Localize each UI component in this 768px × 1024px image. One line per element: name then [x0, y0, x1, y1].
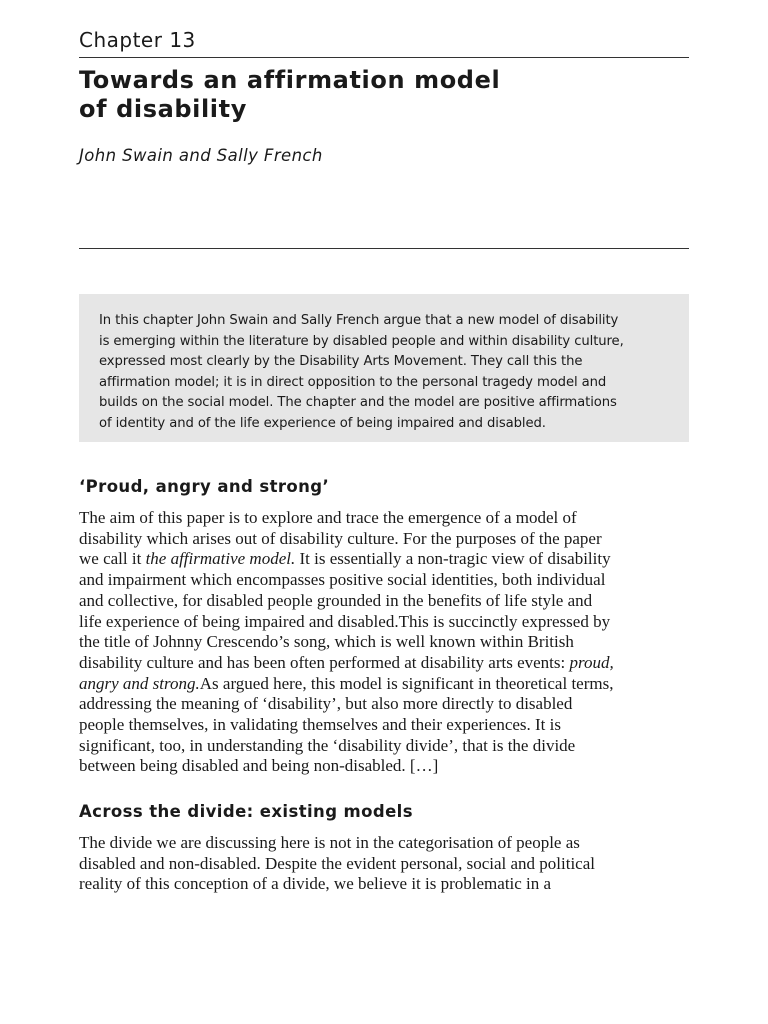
text-line: reality of this conception of a divide, we believe it is problematic in a [79, 874, 552, 894]
text-line: and collective, for disabled people grounded in the benefits of life style and [79, 590, 593, 610]
text-run: disability culture and has been often performed at disability arts events: [79, 652, 570, 672]
text-line: disabled and non-disabled. Despite the evident personal, social and political [79, 853, 595, 873]
text-line: the title of Johnny Crescendo’s song, which is well known within British [79, 632, 574, 652]
abstract-line: of identity and of the life experience of being impaired and disabled. [99, 415, 546, 431]
body-paragraph-1 [79, 508, 691, 777]
abstract-line: affirmation model; it is in direct opposition to the personal tragedy model and [99, 374, 607, 390]
emphasis-text: proud, [569, 652, 614, 672]
emphasis-text: angry and strong. [79, 673, 200, 693]
text-line [79, 674, 691, 695]
abstract-box [79, 294, 689, 442]
text-line: and impairment which encompasses positive social identities, both individual [79, 570, 606, 590]
text-run: As argued here, this model is significant in theoretical terms, [199, 673, 614, 693]
text-run: It is essentially a non-tragic view of disability [295, 549, 611, 569]
top-divider [79, 57, 689, 58]
text-line: people themselves, in validating themselves and their experiences. It is [79, 715, 561, 735]
text-run: we call it [79, 549, 146, 569]
abstract-line: is emerging within the literature by disabled people and within disability culture, [99, 333, 624, 349]
text-line: The divide we are discussing here is not in the categorisation of people as [79, 833, 580, 852]
text-line: disability which arises out of disability culture. For the purposes of the paper [79, 528, 602, 548]
text-line [79, 549, 691, 570]
text-line: life experience of being impaired and disabled.This is succinctly expressed by [79, 611, 611, 631]
abstract-text [99, 311, 669, 435]
text-line [79, 653, 691, 674]
section-heading-proud-angry-strong: ‘Proud, angry and strong’ [79, 477, 330, 496]
text-line: The aim of this paper is to explore and trace the emergence of a model of [79, 508, 577, 527]
body-paragraph-2 [79, 833, 691, 895]
header-divider [79, 248, 689, 249]
abstract-line: builds on the social model. The chapter and the model are positive affirmations [99, 395, 617, 411]
text-line: significant, too, in understanding the ‘disability divide’, that is the divide [79, 735, 576, 755]
chapter-title [79, 66, 689, 124]
text-line: addressing the meaning of ‘disability’, but also more directly to disabled [79, 694, 573, 714]
chapter-authors: John Swain and Sally French [79, 146, 323, 165]
section-heading-across-the-divide: Across the divide: existing models [79, 802, 413, 821]
text-line: between being disabled and being non-disabled. […] [79, 756, 439, 776]
emphasis-text: the affirmative model. [145, 549, 296, 569]
chapter-number: Chapter 13 [79, 28, 196, 52]
abstract-line: expressed most clearly by the Disability Arts Movement. They call this the [99, 354, 583, 370]
abstract-line: In this chapter John Swain and Sally French argue that a new model of disability [99, 313, 619, 328]
chapter-title-line-2: of disability [79, 95, 247, 123]
chapter-title-line-1: Towards an affirmation model [79, 66, 501, 94]
